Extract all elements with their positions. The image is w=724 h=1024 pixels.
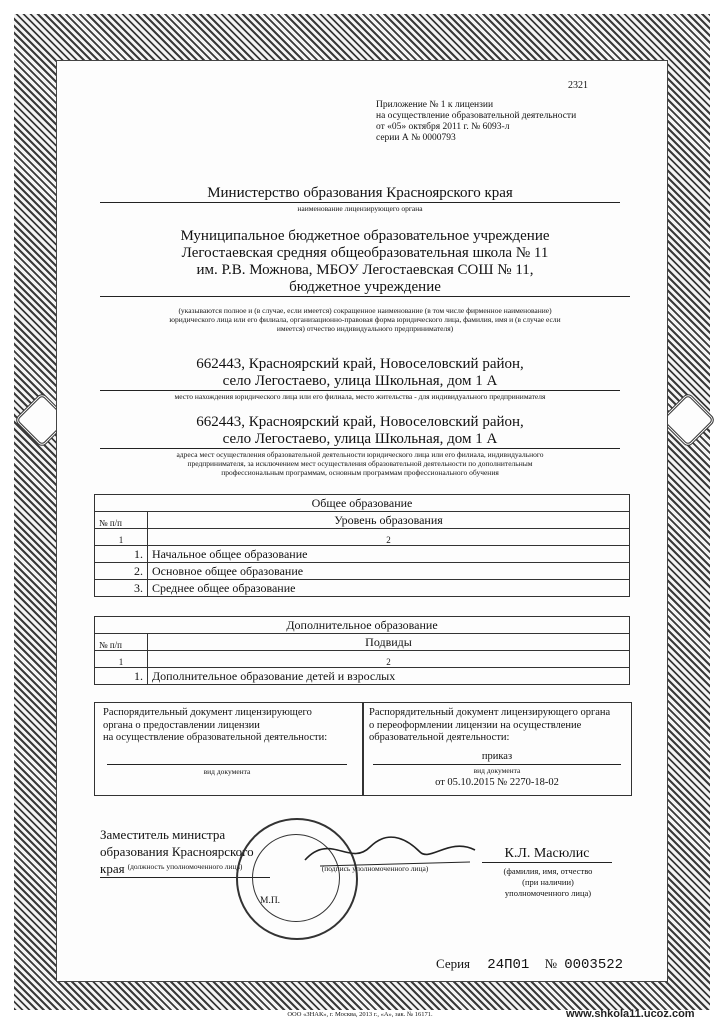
right-doc-text [369,707,627,745]
caption-line: (указываются полное и (в случае, если имеется) сокращенное наименование (в том числе фирменное наименование) [178,306,552,315]
organization-caption [105,306,625,333]
appendix-line: Приложение № 1 к лицензии [376,100,494,110]
row-label: Основное общее образование [148,563,630,580]
serial-number-sign: № [544,956,557,971]
left-doc-box [94,702,364,796]
appendix-line: на осуществление образовательной деятельности [376,111,577,121]
table-title: Общее образование [95,495,630,512]
watermark-url: www.shkola11.ucoz.com [566,1008,695,1020]
col-number: 2 [148,651,630,668]
doc-line: на осуществление образовательной деятельности: [103,732,328,743]
appendix-line: от «05» октября 2011 г. № 6093-л [376,122,510,132]
name-caption [478,866,618,899]
row-label: Дополнительное образование детей и взрослых [148,668,630,685]
caption-line: профессиональным программам, основным программам профессионального обучения [221,468,499,477]
doc-type-caption: вид документа [473,766,521,775]
activity-address-caption [100,450,620,477]
table-title: Дополнительное образование [95,617,630,634]
col-number: 1 [95,529,148,546]
doc-type: приказ [373,751,621,765]
location-caption: место нахождения юридического лица или его филиала, место жительства - для индивидуального предпринимателя [174,392,546,401]
authority-name: Министерство образования Красноярского края [100,185,620,203]
doc-type-line [107,763,347,765]
signature-caption: (подпись уполномоченного лица) [321,864,429,873]
row-label: Среднее общее образование [148,580,630,597]
doc-line: Распорядительный документ лицензирующего [103,707,312,718]
col-header: Уровень образования [148,512,630,529]
caption-line: предпринимателя, за исключением мест осуществления образовательной деятельности по дополнительным [187,459,533,468]
left-doc-text [103,707,359,745]
location-address [100,356,620,391]
caption-line: (при наличии) [522,877,574,887]
organization-line: бюджетное учреждение [100,279,630,297]
corner-note: 2321 [568,80,588,91]
table-row [95,580,630,597]
general-education-table [94,494,630,597]
doc-line: образовательной деятельности: [369,732,510,743]
doc-line: Распорядительный документ лицензирующего органа [369,707,611,718]
row-label: Начальное общее образование [148,546,630,563]
doc-line: органа о предоставлении лицензии [103,719,260,731]
col-number: 2 [148,529,630,546]
activity-address [100,414,620,449]
table-row [95,668,630,685]
organization-line: им. Р.В. Можнова, МБОУ Легостаевская СОШ № 11, [196,262,534,278]
row-number: 2. [95,563,148,580]
col-header: № п/п [95,634,148,651]
appendix-line: серии А № 0000793 [376,133,456,143]
caption-line: имеется) отчество индивидуального предпринимателя) [276,324,454,333]
col-header: Подвиды [148,634,630,651]
caption-line: (фамилия, имя, отчество [503,866,593,876]
organization-name [100,228,630,297]
address-line: село Легостаево, улица Школьная, дом 1 А [100,373,620,391]
position-line: Заместитель министра [100,827,226,842]
table-row [95,563,630,580]
doc-line: о переоформлении лицензии на осуществление [369,719,582,731]
caption-line: уполномоченного лица) [504,888,592,898]
position-caption: (должность уполномоченного лица) [127,862,243,871]
caption-line: адреса мест осуществления образовательной деятельности юридического лица или его филиала, индивидуального [176,450,544,459]
organization-line: Легостаевская средняя общеобразовательная школа № 11 [181,245,549,261]
table-row [95,546,630,563]
row-number: 1. [95,546,148,563]
serial-label: Серия [436,956,471,971]
address-line: 662443, Красноярский край, Новоселовский район, [196,356,524,372]
col-header: № п/п [95,512,148,529]
additional-education-table [94,616,630,685]
doc-date-number: от 05.10.2015 № 2270-18-02 [435,777,559,788]
serial-series: 24П01 [487,957,530,973]
row-number: 3. [95,580,148,597]
serial-block [436,956,623,973]
address-line: село Легостаево, улица Школьная, дом 1 А [100,431,620,449]
serial-number: 0003522 [564,957,624,973]
caption-line: юридического лица или его филиала, организационно-правовая форма юридического лица, фамилия, имя и (в случае если [169,315,561,324]
authority-caption: наименование лицензирующего органа [297,204,423,213]
right-doc-box [362,702,632,796]
address-line: 662443, Красноярский край, Новоселовский район, [196,414,524,430]
appendix-block [376,100,626,144]
printer-note: ООО «ЗНАК», г. Москва, 2013 г., «А», зак. № 16171. [287,1011,433,1018]
position-line: образования Красноярского края [100,843,270,878]
doc-type-caption: вид документа [203,767,251,776]
row-number: 1. [95,668,148,685]
seal-mp: М.П. [260,896,281,906]
signatory-name: К.Л. Масюлис [482,846,612,863]
organization-line: Муниципальное бюджетное образовательное учреждение [180,228,550,244]
col-number: 1 [95,651,148,668]
